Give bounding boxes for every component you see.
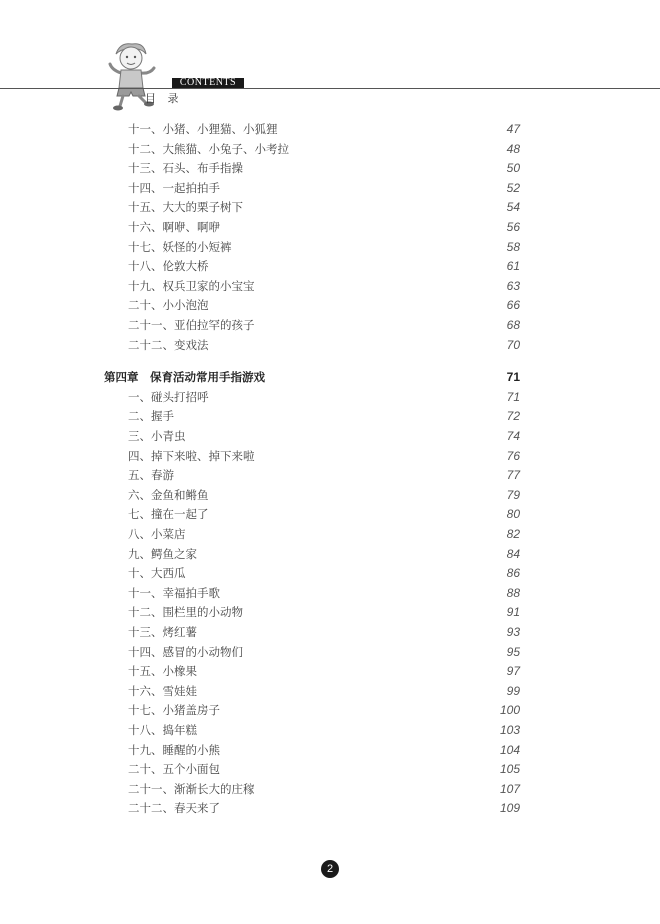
toc-entry-page: 72 — [506, 409, 520, 424]
chapter-heading — [0, 368, 520, 387]
toc-entry — [0, 257, 520, 276]
toc-entry — [0, 760, 520, 779]
toc-entry-page: 86 — [506, 566, 520, 581]
toc-entry — [0, 140, 520, 159]
toc-entry — [0, 701, 520, 720]
toc-entry-page: 109 — [499, 801, 520, 816]
toc-entry — [0, 120, 520, 139]
toc-entry-title: 十一、小猪、小狸猫、小狐狸 — [128, 122, 278, 136]
toc-entry-title: 七、撞在一起了 — [128, 507, 209, 522]
toc-entry — [0, 603, 520, 622]
toc-entry-page: 100 — [499, 703, 520, 718]
toc-entry-title: 十二、围栏里的小动物 — [128, 605, 243, 620]
toc-entry-page: 80 — [506, 507, 520, 522]
toc-entry — [0, 505, 520, 524]
toc-entry-title: 二十一、亚伯拉罕的孩子 — [128, 318, 255, 332]
toc-entry-title: 十八、捣年糕 — [128, 723, 197, 737]
toc-entry-page: 50 — [506, 161, 520, 176]
toc-entry-title: 八、小菜店 — [128, 527, 186, 541]
toc-entry-title: 十一、幸福拍手歌 — [128, 585, 220, 600]
toc-entry — [0, 179, 520, 198]
toc-entry-title: 十三、烤红薯 — [128, 625, 197, 639]
toc-entry — [0, 447, 520, 466]
toc-entry — [0, 799, 520, 818]
toc-entry-title: 十六、啊咿、啊咿 — [128, 220, 220, 234]
chapter-title: 第四章 保育活动常用手指游戏 — [104, 370, 265, 385]
toc-entry-page: 104 — [499, 742, 520, 757]
toc-entry-page: 84 — [506, 546, 520, 561]
toc-entry-title: 十七、妖怪的小短裤 — [128, 239, 232, 254]
toc-entry-title: 二、握手 — [128, 409, 174, 424]
toc-entry-title: 十九、睡醒的小熊 — [128, 742, 220, 757]
toc-entry-title: 一、碰头打招呼 — [128, 389, 209, 404]
toc-entry-page: 77 — [506, 468, 520, 483]
toc-entry — [0, 427, 520, 446]
toc-entry-title: 十四、一起拍拍手 — [128, 180, 220, 195]
toc-entry-page: 91 — [506, 605, 520, 620]
toc-entry-page: 79 — [506, 487, 520, 502]
toc-entry-page: 71 — [506, 389, 520, 404]
toc-entry-page: 61 — [506, 259, 520, 274]
toc-entry-title: 十、大西瓜 — [128, 566, 186, 581]
toc-entry-title: 二十二、变戏法 — [128, 337, 209, 352]
toc-entry — [0, 682, 520, 701]
page-header — [0, 0, 660, 110]
toc-entry — [0, 198, 520, 217]
toc-entry — [0, 721, 520, 740]
toc-entry-page: 58 — [506, 239, 520, 254]
toc-entry-title: 十九、权兵卫家的小宝宝 — [128, 278, 255, 293]
toc-entry-title: 四、掉下来啦、掉下来啦 — [128, 448, 255, 463]
toc-entry-title: 九、鳄鱼之家 — [128, 546, 197, 561]
toc-entry-title: 十六、雪娃娃 — [128, 683, 197, 698]
toc-entry-title: 六、金鱼和鳉鱼 — [128, 487, 209, 502]
toc-entry-title: 二十一、渐渐长大的庄稼 — [128, 781, 255, 796]
toc-entry-page: 56 — [506, 220, 520, 234]
toc-entry — [0, 407, 520, 426]
mulu-label: 目 录 — [145, 92, 183, 105]
toc-entry — [0, 218, 520, 237]
toc-entry-page: 68 — [506, 318, 520, 332]
toc-entry-title: 二十、小小泡泡 — [128, 298, 209, 313]
toc-entry-title: 十二、大熊猫、小兔子、小考拉 — [128, 141, 289, 156]
toc-entry-page: 103 — [499, 723, 520, 737]
toc-entry-page: 54 — [506, 200, 520, 215]
toc-entry-page: 47 — [506, 122, 520, 136]
header-divider — [0, 88, 660, 89]
toc-entry — [0, 486, 520, 505]
toc-entry-page: 82 — [506, 527, 520, 541]
toc-entry-page: 107 — [499, 781, 520, 796]
toc-entry — [0, 525, 520, 544]
contents-label: CONTENTS — [172, 78, 244, 88]
toc-entry — [0, 584, 520, 603]
toc-entry — [0, 564, 520, 583]
toc-entry-page: 93 — [506, 625, 520, 639]
toc-entry — [0, 662, 520, 681]
toc-entry-title: 十三、石头、布手指操 — [128, 161, 243, 176]
toc-entry-title: 二十二、春天来了 — [128, 801, 220, 816]
toc-entry-page: 66 — [506, 298, 520, 313]
toc-entry — [0, 336, 520, 355]
toc-entry-title: 三、小青虫 — [128, 429, 186, 443]
toc-entry-page: 52 — [506, 180, 520, 195]
toc-entry — [0, 159, 520, 178]
toc-entry-page: 76 — [506, 448, 520, 463]
toc-entry-title: 十五、小橡果 — [128, 664, 197, 679]
toc-entry — [0, 388, 520, 407]
toc-entry — [0, 238, 520, 257]
toc-entry-page: 48 — [506, 141, 520, 156]
page-number-badge: 2 — [321, 860, 339, 878]
toc-entry-page: 95 — [506, 644, 520, 659]
toc-entry-title: 十五、大大的栗子树下 — [128, 200, 243, 215]
toc-entry — [0, 545, 520, 564]
toc-entry — [0, 296, 520, 315]
toc-entry-page: 88 — [506, 585, 520, 600]
toc-entry-page: 74 — [506, 429, 520, 443]
toc-entry — [0, 643, 520, 662]
toc-entry-title: 十七、小猪盖房子 — [128, 703, 220, 718]
toc-entry-page: 63 — [506, 278, 520, 293]
toc-entry — [0, 466, 520, 485]
toc-entry-title: 十八、伦敦大桥 — [128, 259, 209, 274]
toc-entry — [0, 741, 520, 760]
toc-entry-page: 97 — [506, 664, 520, 679]
toc-entry — [0, 277, 520, 296]
toc-entry-title: 二十、五个小面包 — [128, 762, 220, 777]
toc-entry-title: 十四、感冒的小动物们 — [128, 644, 243, 659]
toc-entry — [0, 780, 520, 799]
chapter-page: 71 — [506, 370, 520, 385]
toc-entry-title: 五、春游 — [128, 468, 174, 483]
toc-entry — [0, 316, 520, 335]
toc-entry-page: 99 — [506, 683, 520, 698]
toc-entry-page: 70 — [506, 337, 520, 352]
toc-entry-page: 105 — [499, 762, 520, 777]
toc-entry — [0, 623, 520, 642]
